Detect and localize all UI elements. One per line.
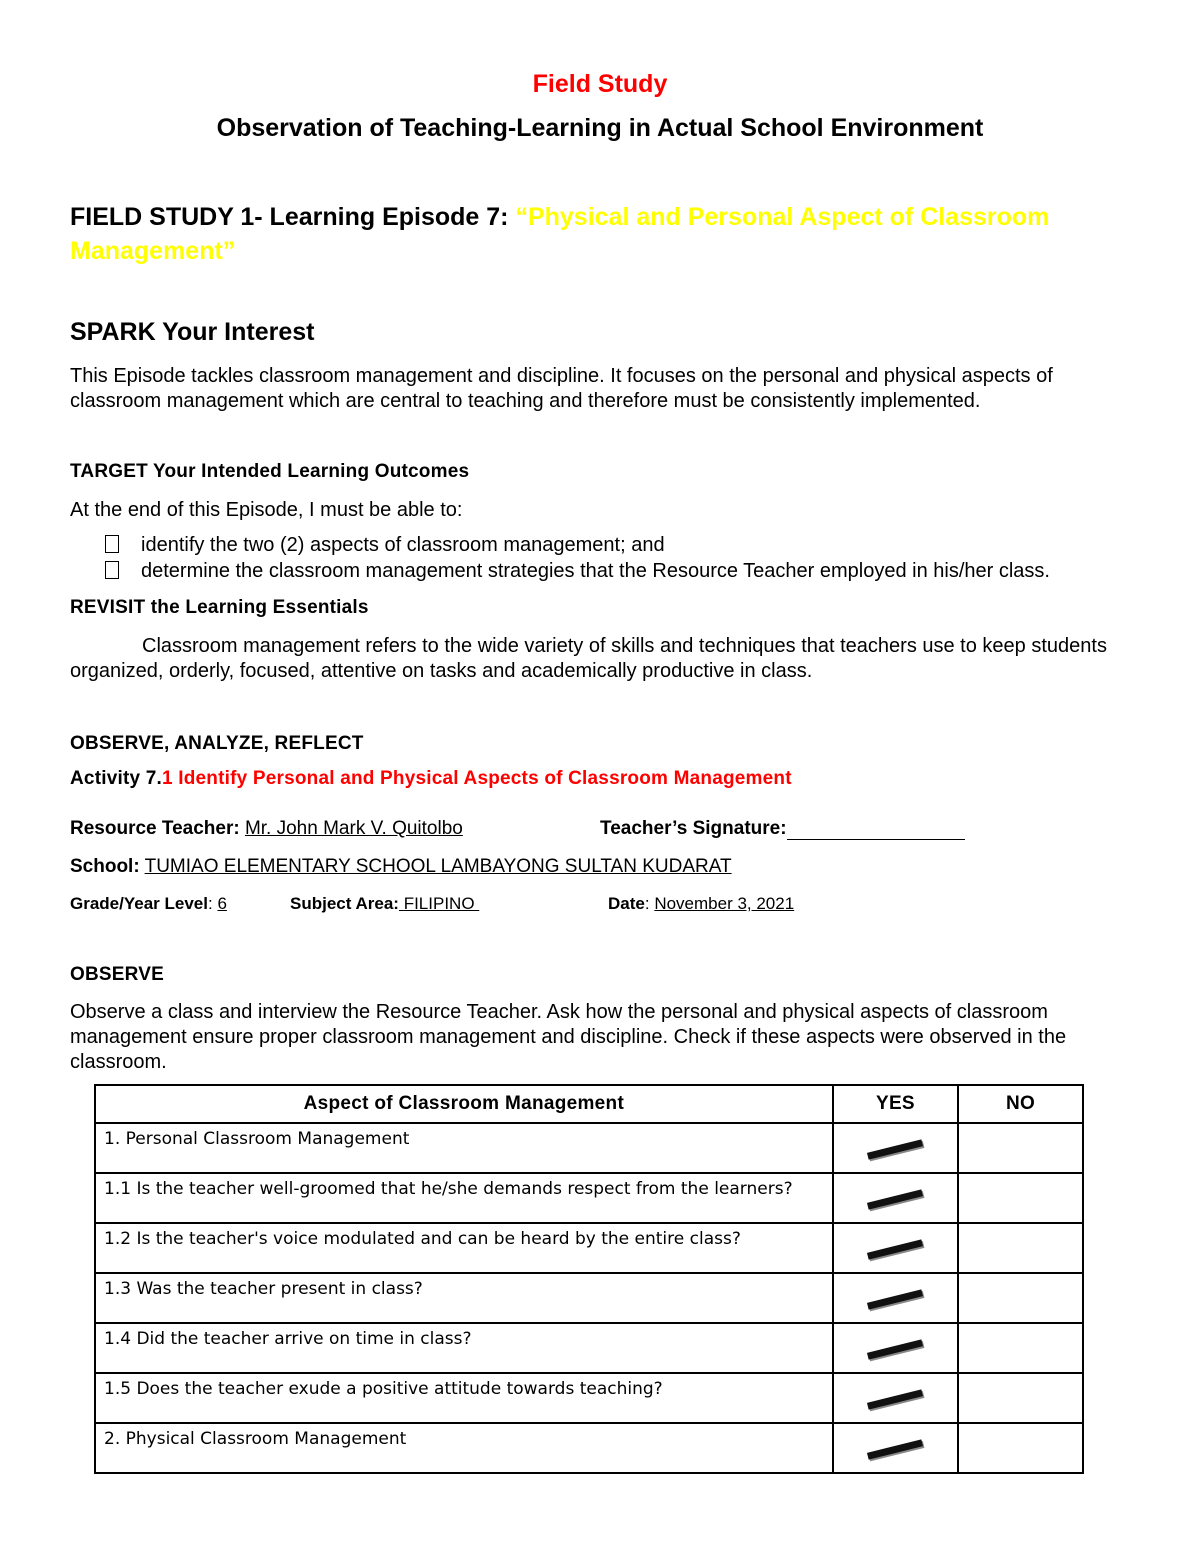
yes-cell[interactable] bbox=[833, 1273, 958, 1323]
table-row bbox=[95, 1373, 1083, 1423]
yes-cell[interactable] bbox=[833, 1173, 958, 1223]
list-item bbox=[105, 534, 665, 557]
yes-cell[interactable] bbox=[833, 1123, 958, 1173]
bullet-box-icon bbox=[105, 561, 119, 579]
date-value: November 3, 2021 bbox=[654, 894, 795, 913]
check-mark-icon bbox=[867, 1389, 923, 1409]
list-item-text: identify the two (2) aspects of classroom management; and bbox=[141, 534, 665, 556]
table-row bbox=[95, 1423, 1083, 1473]
resource-teacher-field bbox=[70, 818, 463, 840]
no-cell[interactable] bbox=[958, 1323, 1083, 1373]
grade-field: Grade/Year Level: 6 bbox=[70, 894, 227, 913]
bullet-box-icon bbox=[105, 535, 119, 553]
subject-label: Subject Area: bbox=[290, 894, 399, 913]
table-row bbox=[95, 1173, 1083, 1223]
activity-heading bbox=[70, 768, 792, 790]
observe-heading: OBSERVE bbox=[70, 964, 164, 985]
school-value: TUMIAO ELEMENTARY SCHOOL LAMBAYONG SULTAN KUDARAT bbox=[144, 856, 732, 877]
check-mark-icon bbox=[867, 1139, 923, 1159]
no-cell[interactable] bbox=[958, 1173, 1083, 1223]
table-row bbox=[95, 1273, 1083, 1323]
check-mark-icon bbox=[867, 1289, 923, 1309]
activity-prefix: Activity 7. bbox=[70, 768, 162, 789]
school-field bbox=[70, 856, 732, 878]
grade-value: 6 bbox=[217, 894, 227, 913]
header-yes: YES bbox=[833, 1085, 958, 1123]
check-mark-icon bbox=[867, 1189, 923, 1209]
table-row bbox=[95, 1123, 1083, 1173]
episode-heading bbox=[70, 200, 1130, 268]
revisit-heading: REVISIT the Learning Essentials bbox=[70, 597, 369, 618]
episode-title: “Physical and Personal Aspect of Classroom Management” bbox=[70, 203, 1050, 265]
document-subtitle: Observation of Teaching-Learning in Actual School Environment bbox=[216, 114, 984, 142]
yes-cell[interactable] bbox=[833, 1423, 958, 1473]
signature-label: Teacher’s Signature: bbox=[600, 818, 787, 839]
list-item bbox=[105, 560, 1050, 583]
signature-line bbox=[787, 821, 965, 840]
subject-value: FILIPINO bbox=[398, 894, 480, 913]
target-intro: At the end of this Episode, I must be able to: bbox=[70, 499, 463, 521]
table-row bbox=[95, 1223, 1083, 1273]
yes-cell[interactable] bbox=[833, 1323, 958, 1373]
table-row bbox=[95, 1323, 1083, 1373]
aspect-cell: 1.2 Is the teacher's voice modulated and can be heard by the entire class? bbox=[95, 1223, 833, 1273]
activity-title: 1 Identify Personal and Physical Aspects of Classroom Management bbox=[161, 768, 792, 789]
aspect-cell: 1.3 Was the teacher present in class? bbox=[95, 1273, 833, 1323]
date-label: Date bbox=[608, 894, 645, 913]
spark-paragraph: This Episode tackles classroom management and discipline. It focuses on the personal and physical aspects of classroom management which are central to teaching and therefore must be consistently implemented. bbox=[70, 365, 1053, 412]
no-cell[interactable] bbox=[958, 1123, 1083, 1173]
date-field: Date: November 3, 2021 bbox=[608, 894, 795, 913]
yes-cell[interactable] bbox=[833, 1223, 958, 1273]
observe-analyze-reflect-heading: OBSERVE, ANALYZE, REFLECT bbox=[70, 733, 364, 754]
aspect-cell: 1.5 Does the teacher exude a positive attitude towards teaching? bbox=[95, 1373, 833, 1423]
revisit-paragraph: Classroom management refers to the wide variety of skills and techniques that teachers use to keep students organized, orderly, focused, attentive on tasks and academically productive in class. bbox=[70, 635, 1107, 682]
aspect-cell: 1. Personal Classroom Management bbox=[95, 1123, 833, 1173]
header-aspect: Aspect of Classroom Management bbox=[95, 1085, 833, 1123]
no-cell[interactable] bbox=[958, 1423, 1083, 1473]
yes-cell[interactable] bbox=[833, 1373, 958, 1423]
check-mark-icon bbox=[867, 1439, 923, 1459]
episode-label: FIELD STUDY 1- Learning Episode 7: bbox=[70, 203, 516, 231]
document-title: Field Study bbox=[532, 70, 668, 98]
school-label: School: bbox=[70, 856, 140, 877]
check-mark-icon bbox=[867, 1339, 923, 1359]
aspect-cell: 1.4 Did the teacher arrive on time in class? bbox=[95, 1323, 833, 1373]
list-item-text: determine the classroom management strategies that the Resource Teacher employed in his/her class. bbox=[141, 560, 1050, 582]
table-header-row bbox=[95, 1085, 1083, 1123]
resource-teacher-label: Resource Teacher: bbox=[70, 818, 240, 839]
signature-field bbox=[600, 818, 965, 840]
no-cell[interactable] bbox=[958, 1373, 1083, 1423]
no-cell[interactable] bbox=[958, 1273, 1083, 1323]
no-cell[interactable] bbox=[958, 1223, 1083, 1273]
aspect-cell: 1.1 Is the teacher well-groomed that he/she demands respect from the learners? bbox=[95, 1173, 833, 1223]
target-heading: TARGET Your Intended Learning Outcomes bbox=[70, 461, 470, 482]
spark-heading: SPARK Your Interest bbox=[70, 318, 315, 346]
check-mark-icon bbox=[867, 1239, 923, 1259]
aspect-cell: 2. Physical Classroom Management bbox=[95, 1423, 833, 1473]
aspects-table bbox=[94, 1084, 1084, 1474]
subject-field bbox=[290, 894, 479, 914]
resource-teacher-value: Mr. John Mark V. Quitolbo bbox=[244, 818, 463, 839]
header-no: NO bbox=[958, 1085, 1083, 1123]
grade-label: Grade/Year Level bbox=[70, 894, 208, 913]
observe-paragraph: Observe a class and interview the Resource Teacher. Ask how the personal and physical aspects of classroom management ensure proper classroom management and discipline. Check if these aspects were observed in the classroom. bbox=[70, 1001, 1067, 1073]
